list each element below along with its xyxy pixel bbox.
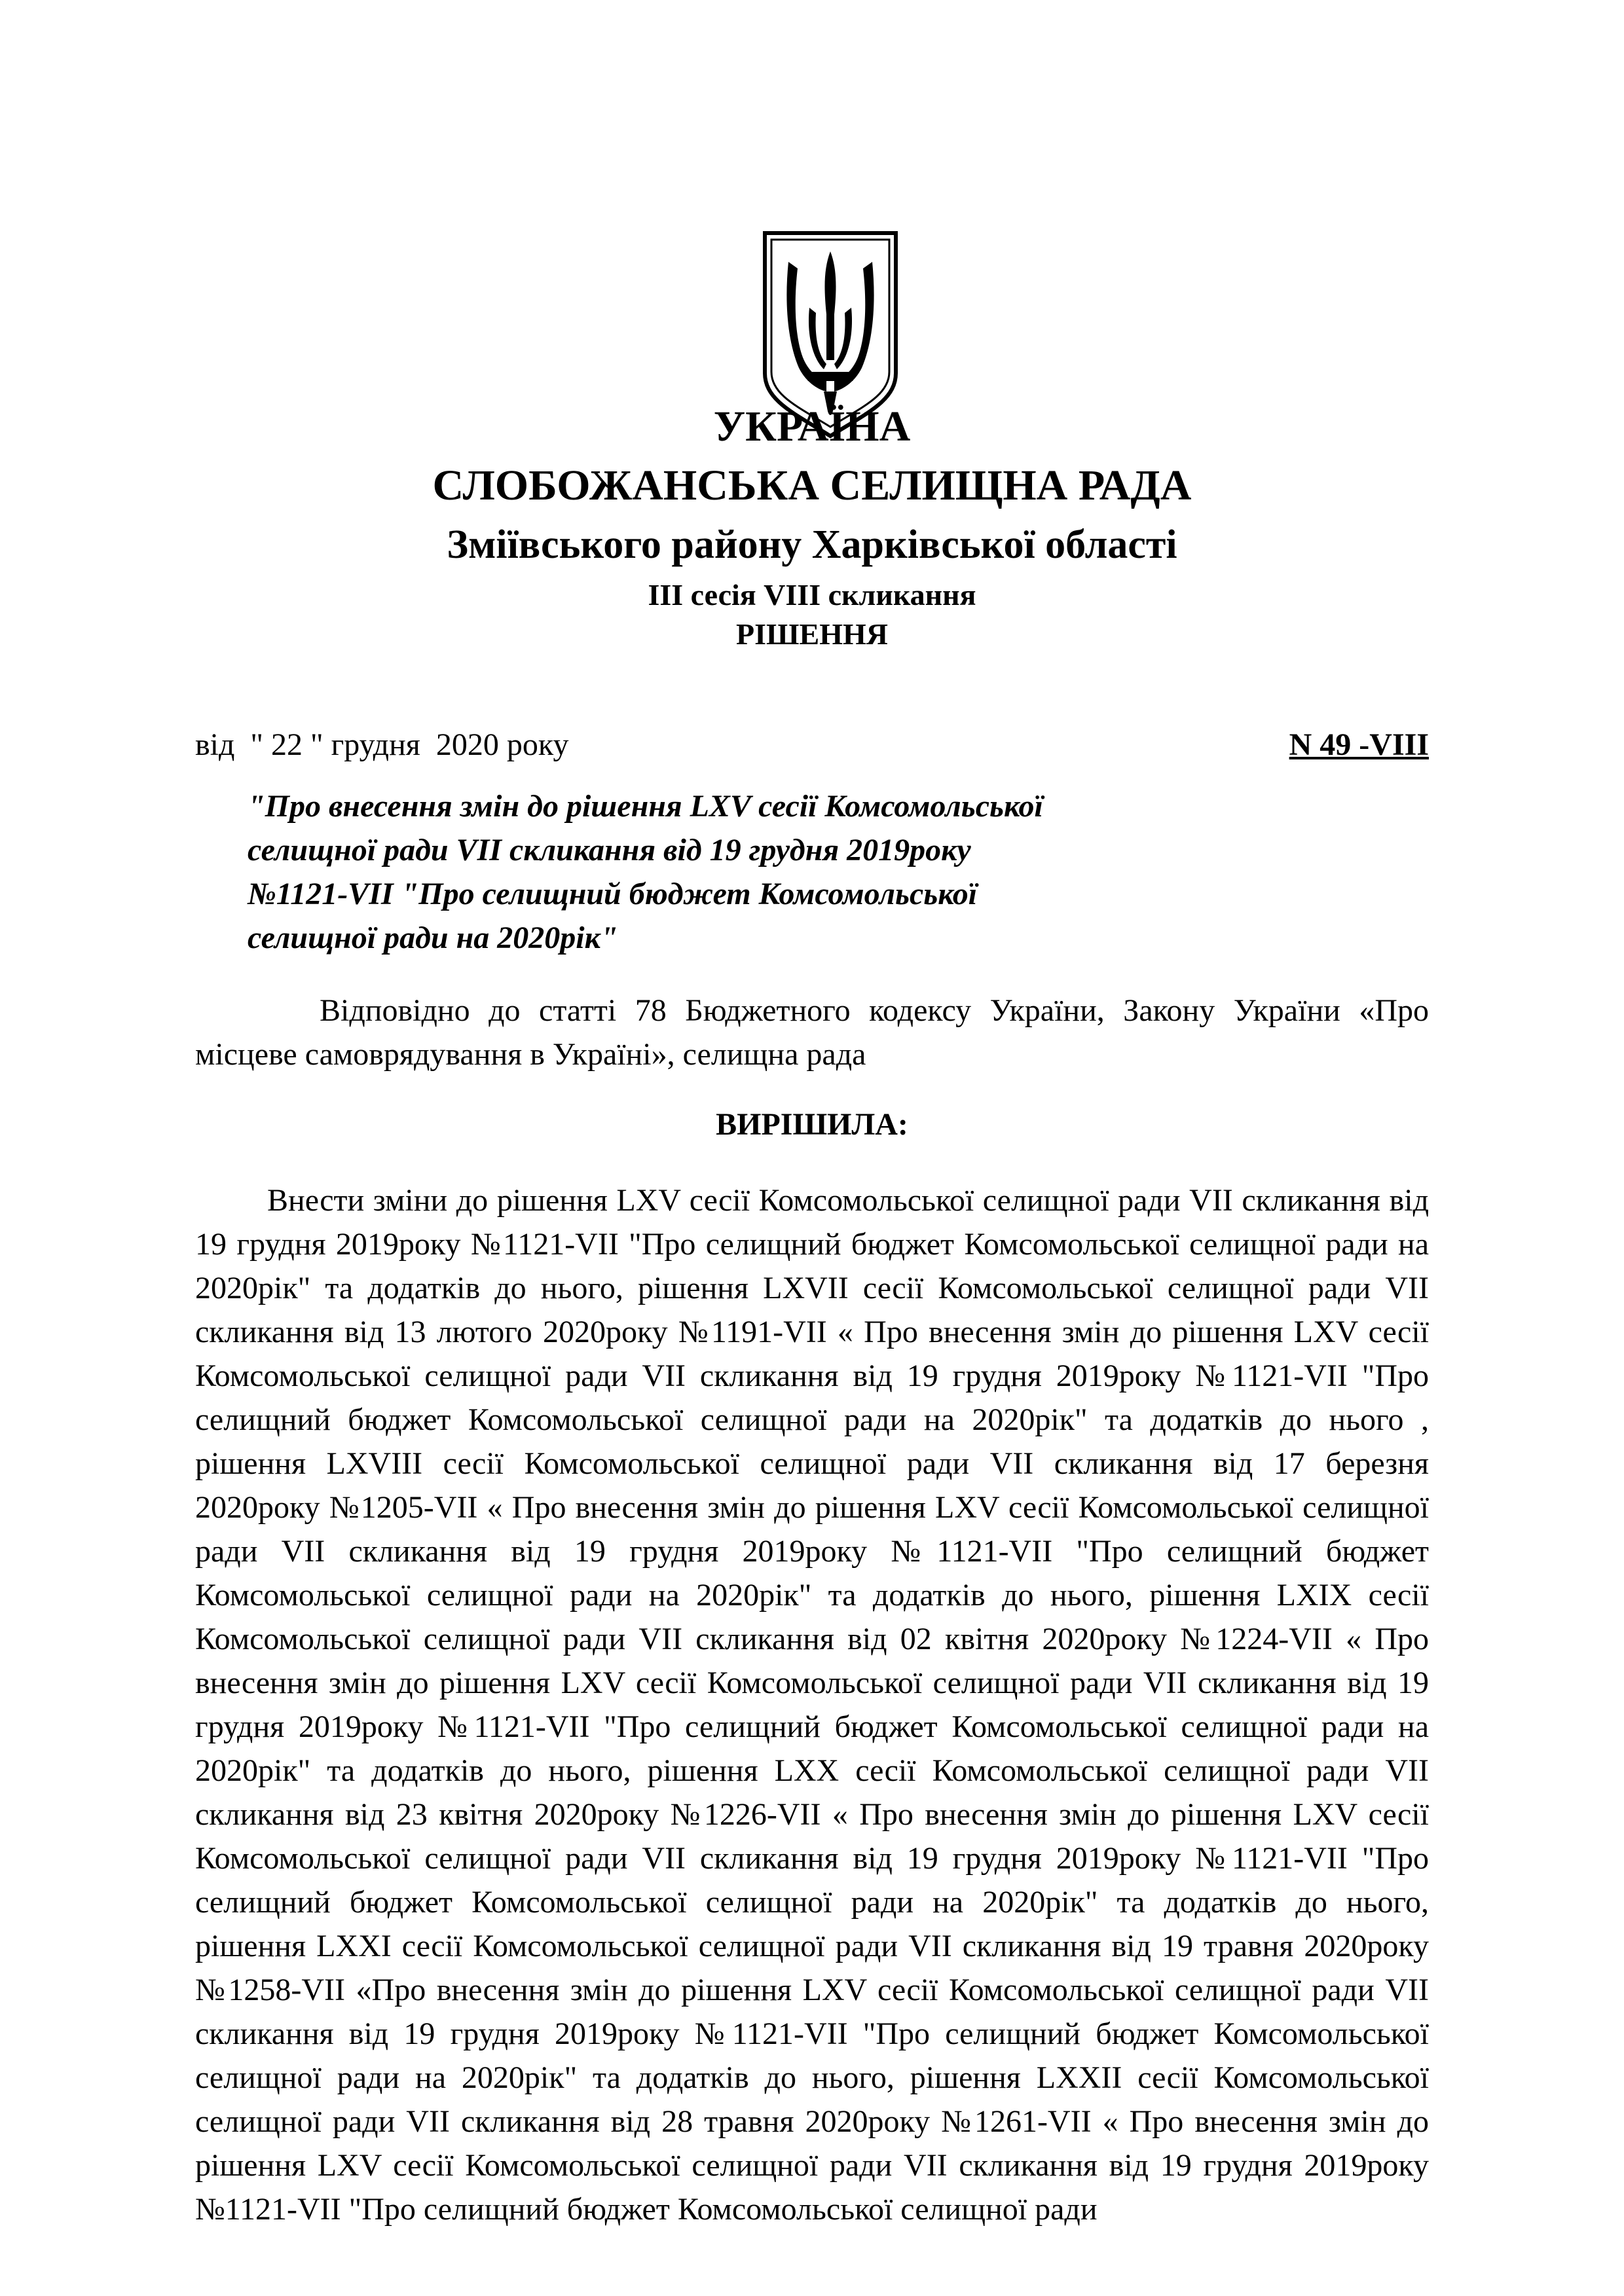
document-type-heading: РІШЕННЯ [736,617,888,651]
decided-heading: ВИРІШИЛА: [716,1107,908,1142]
preamble-paragraph: Відповідно до статті 78 Бюджетного кодексу України, Закону України «Про місцеве самоврядування в Україні», селищна рада [195,993,1429,1072]
decision-title-line: №1121-VII "Про селищний бюджет Комсомольської [248,877,978,911]
decision-title [248,784,1138,960]
session-heading: ІІІ сесія VІІІ скликання [648,578,976,611]
decision-title-line: "Про внесення змін до рішення LXV сесії Комсомольської [248,789,1043,824]
decision-date: від " 22 " грудня 2020 року [195,727,569,762]
decision-body-paragraph: Внести зміни до рішення LXV сесії Комсомольської селищної ради VII скликання від 19 грудня 2019року №1121-VII "Про селищний бюджет Комсомольської селищної ради на 2020рік" та додатків до нього, рішення LXVII сесії Комсомольської селищної ради VII скликання від 13 лютого 2020року №1191-VII « Про внесення змін до рішення LXV сесії Комсомольської селищної ради VII скликання від 19 грудня 2019року №1121-VII "Про селищний бюджет Комсомольської селищної ради на 2020рік" та додатків до нього , рішення LXVIII сесії Комсомольської селищної ради VII скликання від 17 березня 2020року №1205-VII « Про внесення змін до рішення LXV сесії Комсомольської селищної ради VII скликання від 19 грудня 2019року №1121-VII "Про селищний бюджет Комсомольської селищної ради на 2020рік" та додатків до нього, рішення LXIX сесії Комсомольської селищної ради VII скликання від 02 квітня 2020року №1224-VII « Про внесення змін до рішення LXV сесії Комсомольської селищної ради VII скликання від 19 грудня 2019року №1121-VII "Про селищний бюджет Комсомольської селищної ради на 2020рік" та додатків до нього, рішення LXX сесії Комсомольської селищної ради VII скликання від 23 квітня 2020року №1226-VII « Про внесення змін до рішення LXV сесії Комсомольської селищної ради VII скликання від 19 грудня 2019року №1121-VII "Про селищний бюджет Комсомольської селищної ради на 2020рік" та додатків до нього, рішення LXXI сесії Комсомольської селищної ради VII скликання від 19 травня 2020року №1258-VII «Про внесення змін до рішення LXV сесії Комсомольської селищної ради VII скликання від 19 грудня 2019року №1121-VII "Про селищний бюджет Комсомольської селищної ради на 2020рік" та додатків до нього, рішення LXXII сесії Комсомольської селищної ради VII скликання від 28 травня 2020року №1261-VII « Про внесення змін до рішення LXV сесії Комсомольської селищної ради VII скликання від 19 грудня 2019року №1121-VII "Про селищний бюджет Комсомольської селищної ради [195,1183,1429,2227]
district-heading: Зміївського району Харківської області [447,522,1177,567]
decision-title-line: селищної ради на 2020рік" [248,920,618,955]
country-heading: УКРАЇНА [713,403,911,450]
council-heading: СЛОБОЖАНСЬКА СЕЛИЩНА РАДА [432,462,1192,509]
decision-meta [195,727,1429,773]
decision-number: N 49 -VІІІ [1289,727,1429,762]
decision-title-line: селищної ради VII скликання від 19 грудня 2019року [248,833,971,867]
